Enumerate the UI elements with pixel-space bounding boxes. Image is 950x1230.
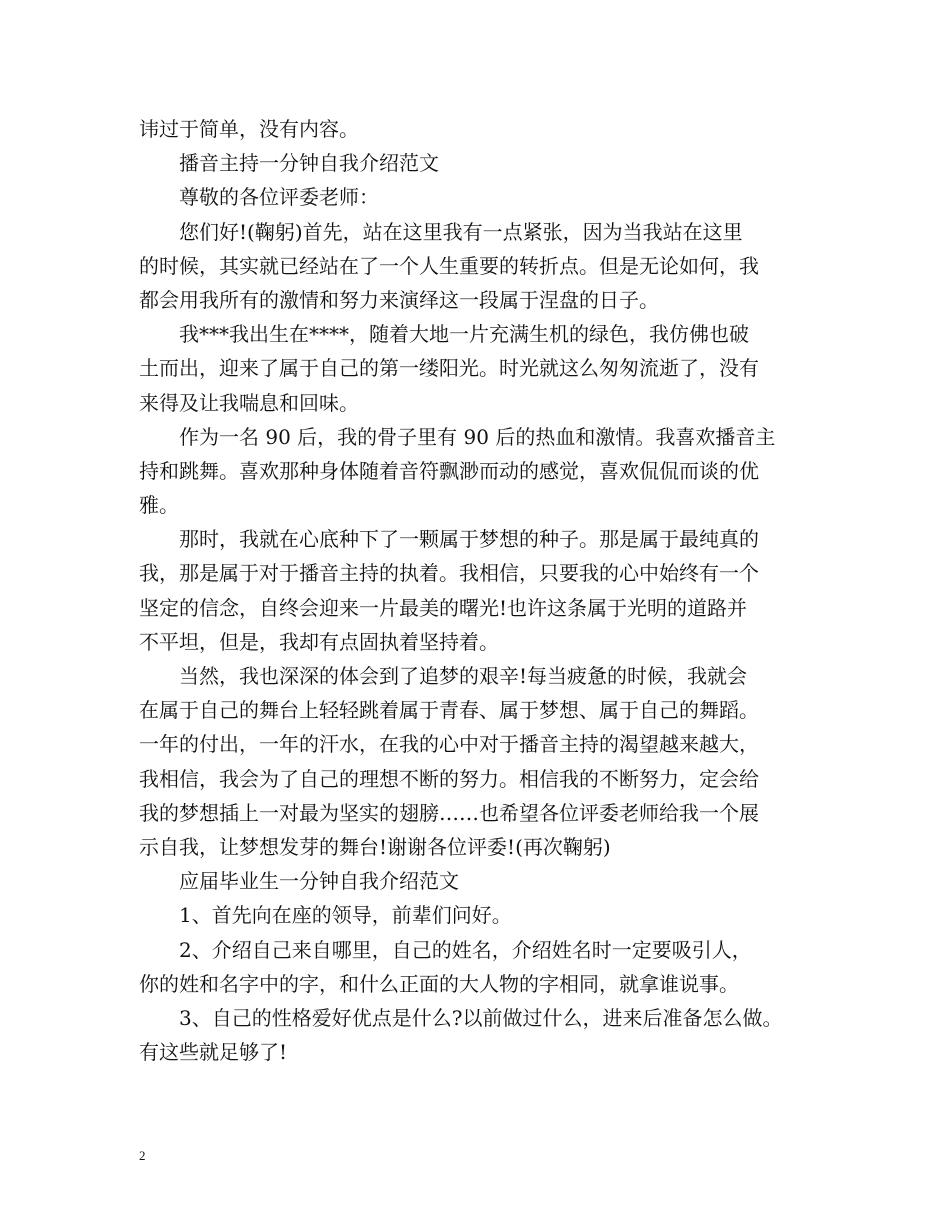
text-line: 作为一名 90 后，我的骨子里有 90 后的热血和激情。我喜欢播音主 (179, 424, 776, 449)
text-line: 在属于自己的舞台上轻轻跳着属于青春、属于梦想、属于自己的舞蹈。 (139, 698, 759, 723)
text-line: 你的姓和名字中的字，和什么正面的大人物的字相同，就拿谁说事。 (139, 971, 739, 996)
text-line: 那时，我就在心底种下了一颗属于梦想的种子。那是属于最纯真的 (179, 527, 759, 552)
text-line: 都会用我所有的激情和努力来演绎这一段属于涅盘的日子。 (139, 287, 659, 312)
text-line: 我相信，我会为了自己的理想不断的努力。相信我的不断努力，定会给 (139, 766, 759, 791)
text-line: 3、自己的性格爱好优点是什么?以前做过什么，进来后准备怎么做。 (179, 1005, 783, 1030)
text-line: 雅。 (139, 493, 179, 518)
text-line: 持和跳舞。喜欢那种身体随着音符飘渺而动的感觉，喜欢侃侃而谈的优 (139, 458, 759, 483)
text-line: 我，那是属于对于播音主持的执着。我相信，只要我的心中始终有一个 (139, 561, 759, 586)
text-line: 示自我，让梦想发芽的舞台!谢谢各位评委!(再次鞠躬) (139, 834, 611, 859)
text-line: 的时候，其实就已经站在了一个人生重要的转折点。但是无论如何，我 (139, 253, 759, 278)
text-line: 应届毕业生一分钟自我介绍范文 (179, 869, 459, 894)
text-line: 我***我出生在****，随着大地一片充满生机的绿色，我仿佛也破 (179, 322, 749, 347)
text-line: 不平坦，但是，我却有点固执着坚持着。 (139, 629, 499, 654)
text-line: 当然，我也深深的体会到了追梦的艰辛!每当疲惫的时候，我就会 (179, 664, 748, 688)
text-line: 尊敬的各位评委老师： (179, 185, 379, 210)
text-line: 土而出，迎来了属于自己的第一缕阳光。时光就这么匆匆流逝了，没有 (139, 356, 759, 381)
text-line: 坚定的信念，自终会迎来一片最美的曙光!也许这条属于光明的道路并 (139, 595, 748, 620)
text-line: 有这些就足够了! (139, 1040, 288, 1065)
page-number: 2 (139, 1148, 146, 1163)
text-line: 讳过于简单，没有内容。 (139, 117, 359, 141)
text-line: 您们好!(鞠躬)首先，站在这里我有一点紧张，因为当我站在这里 (179, 219, 743, 244)
text-line: 1、首先向在座的领导，前辈们问好。 (179, 903, 512, 928)
text-line: 一年的付出，一年的汗水，在我的心中对于播音主持的渴望越来越大， (139, 732, 759, 757)
document-body (139, 112, 829, 1069)
text-line: 我的梦想插上一对最为坚实的翅膀……也希望各位评委老师给我一个展 (139, 800, 759, 825)
text-line: 2、介绍自己来自哪里，自己的姓名，介绍姓名时一定要吸引人， (179, 937, 752, 962)
text-line: 播音主持一分钟自我介绍范文 (179, 151, 439, 176)
text-line: 来得及让我喘息和回味。 (139, 390, 359, 415)
